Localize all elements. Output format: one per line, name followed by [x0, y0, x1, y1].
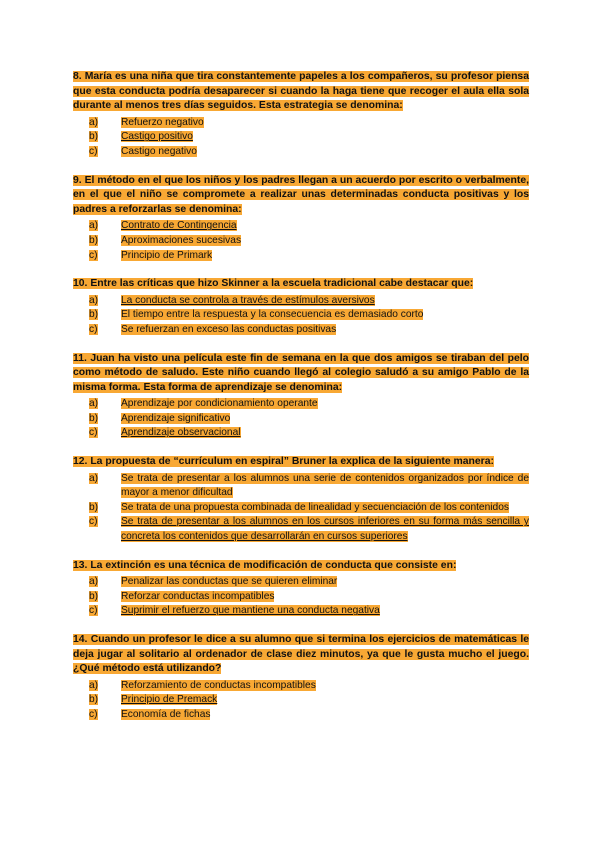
option-letter: b) — [89, 590, 99, 602]
question-13 — [73, 559, 529, 619]
option-c — [73, 249, 529, 264]
option-text: Penalizar las conductas que se quieren eliminar — [121, 576, 338, 588]
option-b — [73, 308, 529, 323]
correct-option-text: Aprendizaje observacional — [121, 427, 241, 439]
question-text: 11. Juan ha visto una película este fin de semana en la que dos amigos se tiraban del pelo como método de saludo. Este niño cuando llegó al colegio saludó a su amigo Pablo de la misma forma. Esta forma de aprendizaje se denomina: — [73, 352, 529, 393]
correct-option-text: Castigo positivo — [121, 131, 193, 143]
option-b — [73, 590, 529, 605]
option-text: Principio de Primark — [121, 249, 213, 261]
question-14 — [73, 633, 529, 723]
option-text: Economía de fichas — [121, 708, 211, 720]
question-12 — [73, 455, 529, 545]
option-b — [73, 501, 529, 516]
question-8 — [73, 70, 529, 160]
option-text: Aprendizaje significativo — [121, 412, 231, 424]
option-c — [73, 515, 529, 544]
option-c — [73, 426, 529, 441]
option-letter: a) — [89, 294, 99, 306]
option-letter: b) — [89, 309, 99, 321]
question-text: 13. La extinción es una técnica de modificación de conducta que consiste en: — [73, 559, 457, 571]
correct-option-text: Suprimir el refuerzo que mantiene una conducta negativa — [121, 605, 380, 617]
option-letter: c) — [89, 145, 98, 157]
question-text: 14. Cuando un profesor le dice a su alumno que si termina los ejercicios de matemáticas le deja jugar al solitario al ordenador de clase diez minutos, ya que le gusta mucho el juego. ¿Qué método está utilizando? — [73, 634, 529, 675]
option-text: Aproximaciones sucesivas — [121, 234, 242, 246]
option-a — [73, 294, 529, 309]
option-letter: a) — [89, 576, 99, 588]
option-c — [73, 323, 529, 338]
correct-option-text: Principio de Premack — [121, 694, 218, 706]
option-letter: c) — [89, 708, 98, 720]
option-c — [73, 604, 529, 619]
option-b — [73, 412, 529, 427]
option-a — [73, 219, 529, 234]
correct-option-text: Contrato de Contingencia — [121, 220, 237, 232]
option-letter: c) — [89, 516, 98, 528]
question-9 — [73, 174, 529, 264]
option-letter: c) — [89, 605, 98, 617]
option-letter: c) — [89, 249, 98, 261]
option-a — [73, 575, 529, 590]
correct-option-text: Se trata de presentar a los alumnos en los cursos inferiores en su forma más sencilla y concreta los contenidos que desarrollarán en cursos superiores — [121, 516, 529, 543]
option-letter: a) — [89, 679, 99, 691]
question-10 — [73, 277, 529, 337]
option-b — [73, 693, 529, 708]
option-letter: a) — [89, 220, 99, 232]
option-a — [73, 679, 529, 694]
option-a — [73, 397, 529, 412]
option-text: Se trata de presentar a los alumnos una serie de contenidos organizados por índice de mayor a menor dificultad — [121, 472, 529, 499]
option-text: El tiempo entre la respuesta y la consecuencia es demasiado corto — [121, 309, 424, 321]
question-text: 12. La propuesta de “currículum en espiral” Bruner la explica de la siguiente manera: — [73, 456, 494, 468]
option-b — [73, 234, 529, 249]
option-letter: a) — [89, 398, 99, 410]
option-c — [73, 145, 529, 160]
option-text: Se refuerzan en exceso las conductas positivas — [121, 323, 337, 335]
option-text: Refuerzo negativo — [121, 116, 204, 128]
option-text: Reforzamiento de conductas incompatibles — [121, 679, 316, 691]
option-letter: b) — [89, 501, 99, 513]
option-letter: b) — [89, 234, 99, 246]
document-page — [73, 70, 529, 737]
option-letter: b) — [89, 412, 99, 424]
option-a — [73, 472, 529, 501]
option-text: Reforzar conductas incompatibles — [121, 590, 275, 602]
option-a — [73, 116, 529, 131]
option-letter: b) — [89, 694, 99, 706]
option-text: Aprendizaje por condicionamiento operante — [121, 398, 318, 410]
option-letter: c) — [89, 323, 98, 335]
option-letter: b) — [89, 131, 99, 143]
question-text: 10. Entre las críticas que hizo Skinner a la escuela tradicional cabe destacar que: — [73, 278, 474, 290]
option-letter: a) — [89, 472, 99, 484]
question-text: 8. María es una niña que tira constantemente papeles a los compañeros, su profesor piensa que esta conducta podría desaparecer si cuando la haga tiene que recoger el aula ella sola durante al menos tres días seguidos. Esta estrategia se denomina: — [73, 71, 529, 112]
option-b — [73, 130, 529, 145]
option-letter: a) — [89, 116, 99, 128]
option-text: Se trata de una propuesta combinada de linealidad y secuenciación de los contenidos — [121, 501, 509, 513]
question-text: 9. El método en el que los niños y los padres llegan a un acuerdo por escrito o verbalmente, en el que el niño se compromete a realizar unas determinadas conducta positivas y los padres a reforzarlas se denomina: — [73, 174, 529, 215]
question-11 — [73, 352, 529, 442]
option-c — [73, 708, 529, 723]
option-letter: c) — [89, 427, 98, 439]
correct-option-text: La conducta se controla a través de estímulos aversivos — [121, 294, 375, 306]
option-text: Castigo negativo — [121, 145, 197, 157]
